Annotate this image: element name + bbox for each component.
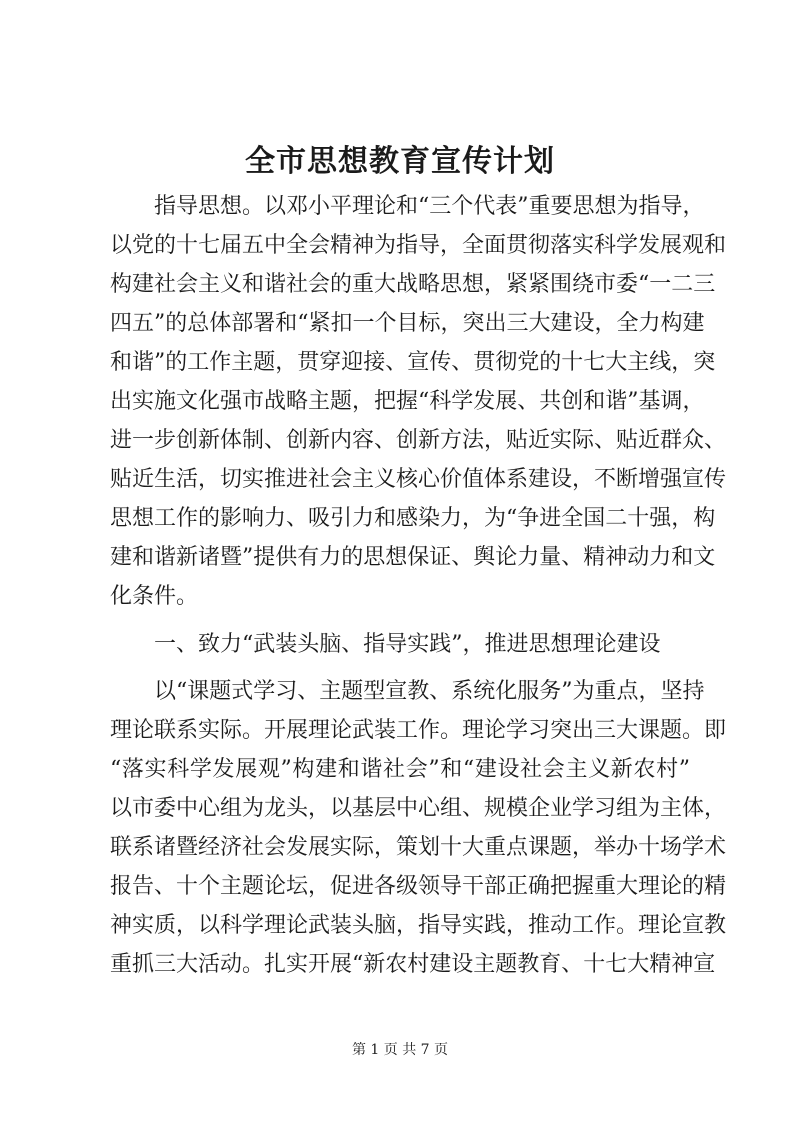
document-title: 全市思想教育宣传计划 <box>245 144 555 179</box>
paragraph-line: 以“课题式学习、主题型宣教、系统化服务”为重点，坚持 <box>154 679 705 704</box>
paragraph-line: 化条件。 <box>110 584 199 609</box>
paragraph-line: 指导思想。以邓小平理论和“三个代表”重要思想为指导， <box>154 194 705 219</box>
paragraph-line: 重抓三大活动。扎实开展“新农村建设主题教育、十七大精神宣 <box>110 952 716 977</box>
paragraph-line: 贴近生活，切实推进社会主义核心价值体系建设，不断增强宣传 <box>110 467 727 492</box>
section-heading: 一、致力“武装头脑、指导实践”，推进思想理论建设 <box>154 632 661 657</box>
paragraph-line: 以党的十七届五中全会精神为指导，全面贯彻落实科学发展观和 <box>110 233 727 258</box>
paragraph-line: 报告、十个主题论坛，促进各级领导干部正确把握重大理论的精 <box>110 874 727 899</box>
paragraph-line: 四五”的总体部署和“紧扣一个目标，突出三大建设，全力构建 <box>110 311 705 336</box>
paragraph-line: 神实质，以科学理论武装头脑，指导实践，推动工作。理论宣教 <box>110 913 727 938</box>
paragraph-line: 以市委中心组为龙头，以基层中心组、规模企业学习组为主体， <box>110 796 727 821</box>
paragraph-line: 理论联系实际。开展理论武装工作。理论学习突出三大课题。即 <box>110 718 727 743</box>
paragraph-line: 思想工作的影响力、吸引力和感染力，为“争进全国二十强，构 <box>110 506 716 531</box>
paragraph-line: 建和谐新诸暨”提供有力的思想保证、舆论力量、精神动力和文 <box>110 545 716 570</box>
paragraph-line: 进一步创新体制、创新内容、创新方法，贴近实际、贴近群众、 <box>110 428 727 453</box>
paragraph-line: 联系诸暨经济社会发展实际，策划十大重点课题，举办十场学术 <box>110 835 727 860</box>
page-number-footer: 第 1 页 共 7 页 <box>351 1042 449 1058</box>
paragraph-line: 和谐”的工作主题，贯穿迎接、宣传、贯彻党的十七大主线，突 <box>110 350 716 375</box>
paragraph-line: 出实施文化强市战略主题，把握“科学发展、共创和谐”基调， <box>110 389 705 414</box>
paragraph-line: “落实科学发展观”构建和谐社会”和“建设社会主义新农村” <box>110 757 690 782</box>
paragraph-line: 构建社会主义和谐社会的重大战略思想，紧紧围绕市委“一二三 <box>110 272 716 297</box>
